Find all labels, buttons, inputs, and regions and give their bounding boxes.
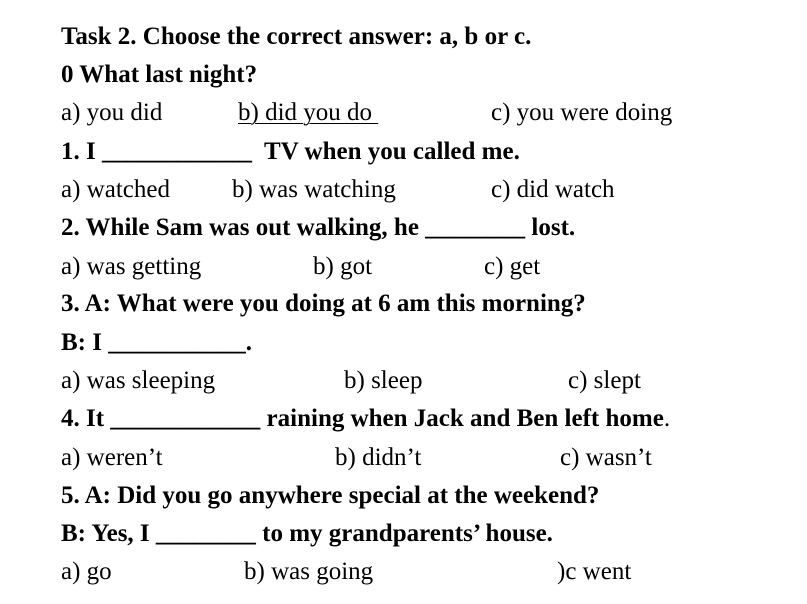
example-option-c: c) you were doing [491, 99, 673, 126]
question-4-option-a: a) weren’t [61, 444, 163, 471]
question-4-period: . [663, 405, 671, 432]
question-3-a: 3. A: What were you doing at 6 am this morning? [61, 290, 586, 317]
question-4 [61, 404, 670, 434]
question-1: 1. I ____________ TV when you called me. [61, 138, 520, 165]
example-option-b-correct: b) did you do [238, 99, 379, 126]
question-2-option-c: c) get [484, 253, 541, 280]
task-title: Task 2. Choose the correct answer: a, b or c. [61, 23, 532, 50]
question-1-option-a: a) watched [61, 176, 170, 203]
question-3-b: B: I ___________. [61, 329, 252, 356]
question-4-text: 4. It ____________ raining when Jack and Ben left home [61, 405, 664, 432]
question-5-option-b: b) was going [244, 558, 374, 585]
question-1-option-b: b) was watching [232, 176, 396, 203]
question-2-option-a: a) was getting [61, 253, 202, 280]
question-5-option-c: )c went [557, 558, 632, 585]
question-1-option-c: c) did watch [491, 176, 615, 203]
question-5-a: 5. A: Did you go anywhere special at the weekend? [61, 482, 600, 509]
question-3-option-c: c) slept [568, 367, 641, 394]
question-4-option-b: b) didn’t [335, 444, 422, 471]
question-2: 2. While Sam was out walking, he ________ lost. [61, 214, 576, 241]
question-2-option-b: b) got [313, 253, 373, 280]
question-4-option-c: c) wasn’t [560, 444, 652, 471]
example-option-a: a) you did [61, 99, 163, 126]
question-5-b: B: Yes, I ________ to my grandparents’ house. [61, 520, 553, 547]
question-3-option-b: b) sleep [344, 367, 423, 394]
question-3-option-a: a) was sleeping [61, 367, 216, 394]
example-question: 0 What last night? [61, 61, 258, 88]
question-5-option-a: a) go [61, 558, 112, 585]
